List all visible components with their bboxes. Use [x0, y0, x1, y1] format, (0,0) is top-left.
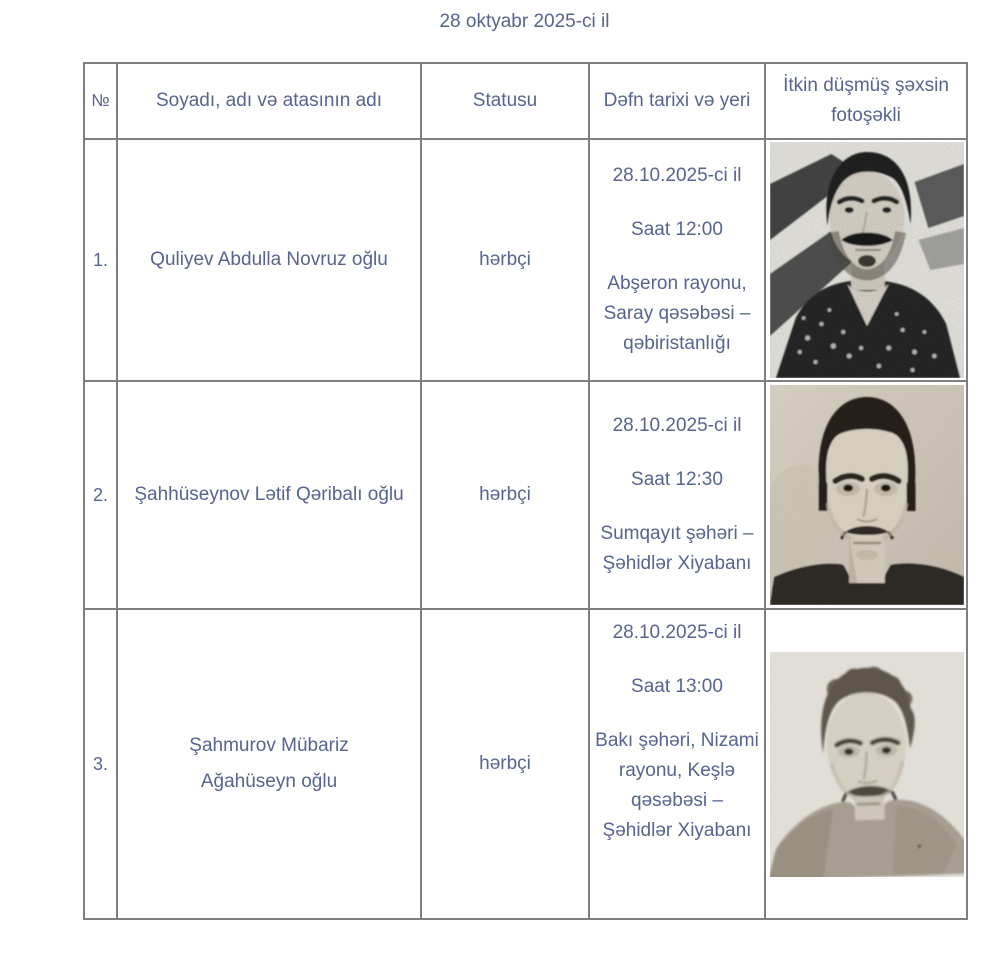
burial-time: Saat 12:30: [631, 469, 723, 490]
table-header-row: [84, 63, 967, 139]
cell-photo: [765, 139, 967, 381]
burial-time: Saat 13:00: [631, 676, 723, 697]
burial-place: Sumqayıt şəhəri – Şəhidlər Xiyabanı: [600, 523, 754, 574]
cell-status: hərbçi: [421, 381, 589, 609]
col-header-status: Statusu: [421, 63, 589, 139]
burial-time: Saat 12:00: [631, 219, 723, 240]
table-row: [84, 609, 967, 919]
missing-person-photo: [770, 385, 964, 605]
missing-person-photo: [770, 142, 964, 378]
col-header-number: №: [84, 63, 117, 139]
cell-name: [117, 381, 421, 609]
missing-persons-table: [83, 62, 968, 920]
burial-date: 28.10.2025-ci il: [612, 622, 742, 643]
person-name: Şahmurov Mübariz Ağahüseyn oğlu: [189, 735, 349, 792]
cell-photo: [765, 381, 967, 609]
page-title: 28 oktyabr 2025-ci il: [439, 11, 610, 32]
cell-burial: [589, 609, 765, 919]
cell-burial: [589, 381, 765, 609]
cell-status: hərbçi: [421, 139, 589, 381]
cell-status: hərbçi: [421, 609, 589, 919]
burial-place: Abşeron rayonu, Saray qəsəbəsi – qəbiristanlığı: [603, 273, 751, 354]
person-name: Quliyev Abdulla Novruz oğlu: [150, 249, 388, 270]
col-header-name: Soyadı, adı və atasının adı: [117, 63, 421, 139]
table-row: [84, 139, 967, 381]
burial-date: 28.10.2025-ci il: [612, 165, 742, 186]
cell-photo: [765, 609, 967, 919]
cell-number: 1.: [84, 139, 117, 381]
cell-name: [117, 139, 421, 381]
cell-number: 2.: [84, 381, 117, 609]
burial-date: 28.10.2025-ci il: [612, 415, 742, 436]
person-name: Şahhüseynov Lətif Qəribalı oğlu: [134, 484, 404, 505]
cell-number: 3.: [84, 609, 117, 919]
col-header-photo: İtkin düşmüş şəxsin fotoşəkli: [765, 63, 967, 139]
col-header-burial: Dəfn tarixi və yeri: [589, 63, 765, 139]
table-row: [84, 381, 967, 609]
cell-name: [117, 609, 421, 919]
burial-place: Bakı şəhəri, Nizami rayonu, Keşlə qəsəbəsi – Şəhidlər Xiyabanı: [595, 730, 759, 841]
missing-person-photo: [770, 652, 964, 877]
cell-burial: [589, 139, 765, 381]
